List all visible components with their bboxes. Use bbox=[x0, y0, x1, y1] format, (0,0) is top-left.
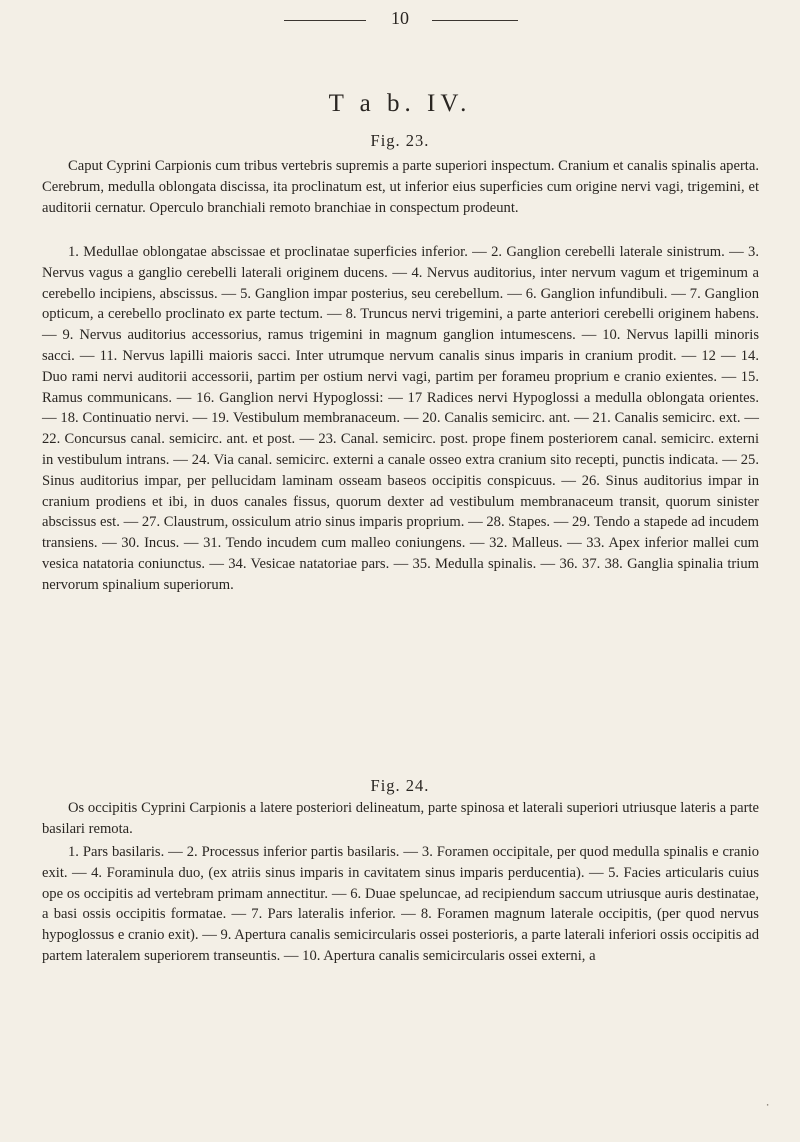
margin-smudge-mark: ⸳ bbox=[766, 1096, 770, 1110]
figure-23-label: Fig. 23. bbox=[370, 131, 430, 150]
plate-title: T a b. IV. bbox=[328, 90, 472, 117]
page-number: 10 bbox=[391, 8, 409, 28]
figure-24-legend: 1. Pars basilaris. — 2. Processus inferior partis basilaris. — 3. Foramen occipitale, per quod medulla spinalis e cranio exit. — 4. Foraminula duo, (ex atriis sinus imparis in cavitatem sinus imparis perducentia). — 5. Facies articularis cuius ope os occipitis ad vertebram primam annectitur. — 6. Duae speluncae, ad recipiendum saccum utriusque auris destinatae, a basi ossis occipitis formatae. — 7. Pars lateralis inferior. — 8. Foramen magnum laterale occipitis, (per quod nervus hypoglossus e cranio exit). — 9. Apertura canalis semicircularis ossei posterioris, a parte laterali inferiori ossis occipitis ad partem lateralem superiorem transeuntis. — 10. Apertura canalis semicircularis ossei externi, a bbox=[42, 844, 759, 964]
header-rule-left bbox=[284, 20, 366, 21]
figure-23-legend: 1. Medullae oblongatae abscissae et proclinatae superficies inferior. — 2. Ganglion cerebelli laterale sinistrum. — 3. Nervus vagus a ganglio cerebelli laterali originem ducens. — 4. Nervus auditorius, inter nervum vagum et trigeminum a cerebello incipiens, abscissus. — 5. Ganglion impar posterius, seu cerebellum. — 6. Ganglion infundibuli. — 7. Ganglion opticum, a cerebello proclinato ex parte tectum. — 8. Truncus nervi trigemini, a parte anteriori cerebelli originem habens. — 9. Nervus auditorius accessorius, ramus trigemini in magnum ganglion intumescens. — 10. Nervus lapilli minoris sacci. — 11. Nervus lapilli maioris sacci. Inter utrumque nervum canalis sinus imparis in cranium prodit. — 12 — 14. Duo rami nervi auditorii accessorii, partim per ostium nervi vagi, partim per forameu proprium e cranio exientes. — 15. Ramus communicans. — 16. Ganglion nervi Hypoglossi: — 17 Radices nervi Hypoglossi a medulla oblongata orientes. — 18. Continuatio nervi. — 19. Vestibulum membranaceum. — 20. Canalis semicirc. ant. — 21. Canalis semicirc. ext. — 22. Concursus canal. semicirc. ant. et post. — 23. Canal. semicirc. post. prope finem posteriorem canal. semicirc. externi in vestibulum intrans. — 24. Via canal. semicirc. externi a canale osseo extra cranium sito recepti, punctis indicata. — 25. Sinus auditorius impar, per pellucidam laminam osseam baseos occipitis conspicuus. — 26. Sinus auditorius impar in cranium prodiens et ibi, in duos canales fissus, quorum dexter ad vestibulum membranaceum transit, quorum sinister abscissus est. — 27. Claustrum, ossiculum atrio sinus imparis proprium. — 28. Stapes. — 29. Tendo a stapede ad incudem transiens. — 30. Incus. — 31. Tendo incudem cum malleo coniungens. — 32. Malleus. — 33. Apex inferior mallei cum vesica natatoria coniunctus. — 34. Vesicae natatoriae pars. — 35. Medulla spinalis. — 36. 37. 38. Ganglia spinalia trium nervorum spinalium superiorum. bbox=[42, 244, 759, 593]
figure-24-label: Fig. 24. bbox=[370, 776, 430, 795]
header-rule-right bbox=[432, 20, 518, 21]
figure-24-caption: Os occipitis Cyprini Carpionis a latere posteriori delineatum, parte spinosa et laterali superiori utriusque lateris a parte basilari remota. bbox=[42, 800, 759, 837]
figure-23-caption: Caput Cyprini Carpionis cum tribus vertebris supremis a parte superiori inspectum. Cranium et canalis spinalis aperta. Cerebrum, medulla oblongata discissa, ita proclinatum est, ut inferior eius superficies cum origine nervi vagi, trigemini, et auditorii cernatur. Operculo branchiali remoto branchiae in conspectum prodeunt. bbox=[42, 158, 759, 216]
